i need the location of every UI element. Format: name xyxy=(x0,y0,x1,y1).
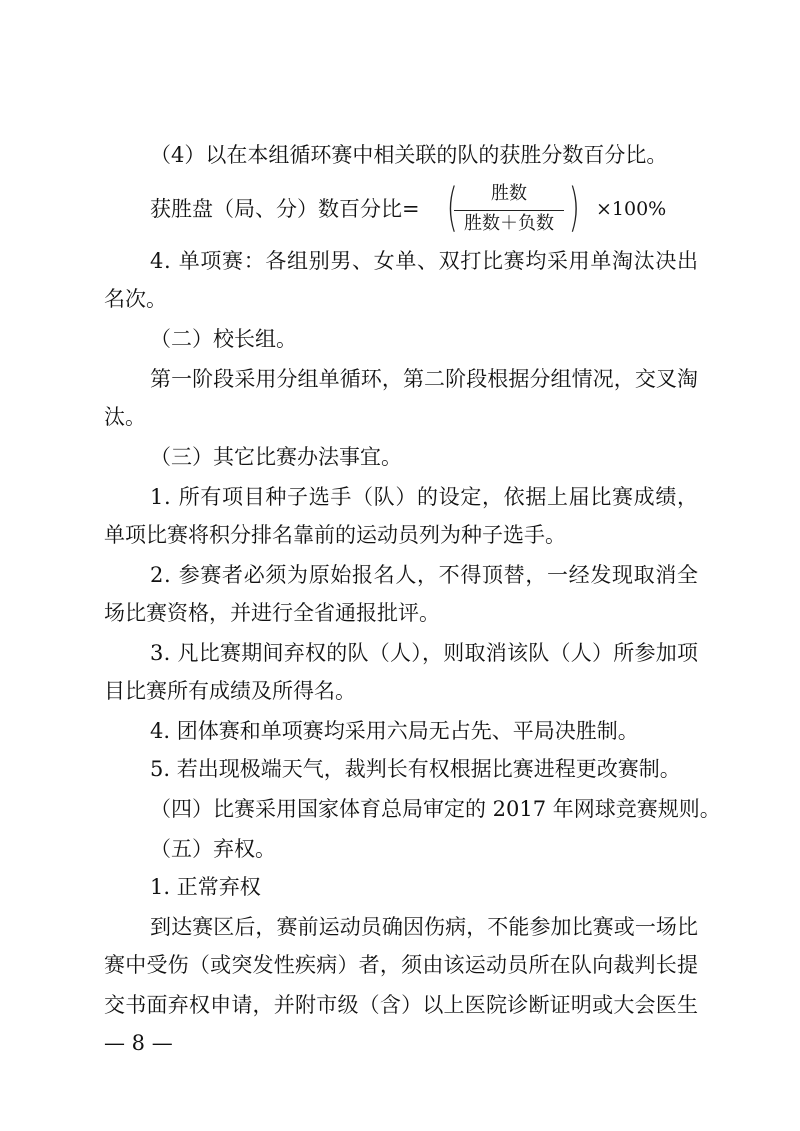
text-line-13: 目比赛所有成绩及所得名。 xyxy=(104,679,356,703)
formula-denominator: 胜数＋负数 xyxy=(464,213,554,234)
formula-numerator: 胜数 xyxy=(491,183,527,204)
text-line-19: 到达赛区后，赛前运动员确因伤病，不能参加比赛或一场比 xyxy=(150,915,699,939)
text-line-9: 单项比赛将积分排名靠前的运动员列为种子选手。 xyxy=(104,523,566,547)
formula-label: 获胜盘（局、分）数百分比= xyxy=(150,197,420,221)
section-heading-other-rules: （三）其它比赛办法事宜。 xyxy=(150,445,402,469)
text-line-21: 交书面弃权申请，并附市级（含）以上医院诊断证明或大会医生 xyxy=(104,993,699,1017)
section-heading-forfeit: （五）弃权。 xyxy=(150,837,276,861)
section-heading-rules: （四）比赛采用国家体育总局审定的 2017 年网球竞赛规则。 xyxy=(150,797,721,821)
text-line-20: 赛中受伤（或突发性疾病）者，须由该运动员所在队向裁判长提 xyxy=(104,953,699,977)
text-line-12: 3. 凡比赛期间弃权的队（人），则取消该队（人）所参加项 xyxy=(150,641,699,665)
text-line-5: 第一阶段采用分组单循环，第二阶段根据分组情况，交叉淘 xyxy=(150,367,699,391)
section-heading-principals: （二）校长组。 xyxy=(150,327,297,351)
text-line-14: 4. 团体赛和单项赛均采用六局无占先、平局决胜制。 xyxy=(150,719,639,743)
formula-left-paren: ( xyxy=(446,178,458,238)
formula-right-paren: ) xyxy=(568,178,580,238)
formula-multiplier: ×100% xyxy=(596,198,667,220)
text-line-18: 1. 正常弃权 xyxy=(150,875,261,899)
page-number: — 8 — xyxy=(104,1031,173,1055)
fraction-bar xyxy=(454,210,564,211)
text-line-11: 场比赛资格，并进行全省通报批评。 xyxy=(104,601,440,625)
text-line-8: 1. 所有项目种子选手（队）的设定，依据上届比赛成绩， xyxy=(150,485,699,509)
text-line-15: 5. 若出现极端天气，裁判长有权根据比赛进程更改赛制。 xyxy=(150,757,681,781)
text-line-2: 4. 单项赛：各组别男、女单、双打比赛均采用单淘汰决出 xyxy=(150,249,699,273)
text-line-1: （4）以在本组循环赛中相关联的队的获胜分数百分比。 xyxy=(150,143,668,167)
percentage-formula xyxy=(150,180,710,240)
text-line-6: 汰。 xyxy=(104,405,146,429)
text-line-3: 名次。 xyxy=(104,287,167,311)
text-line-10: 2. 参赛者必须为原始报名人，不得顶替，一经发现取消全 xyxy=(150,563,699,587)
